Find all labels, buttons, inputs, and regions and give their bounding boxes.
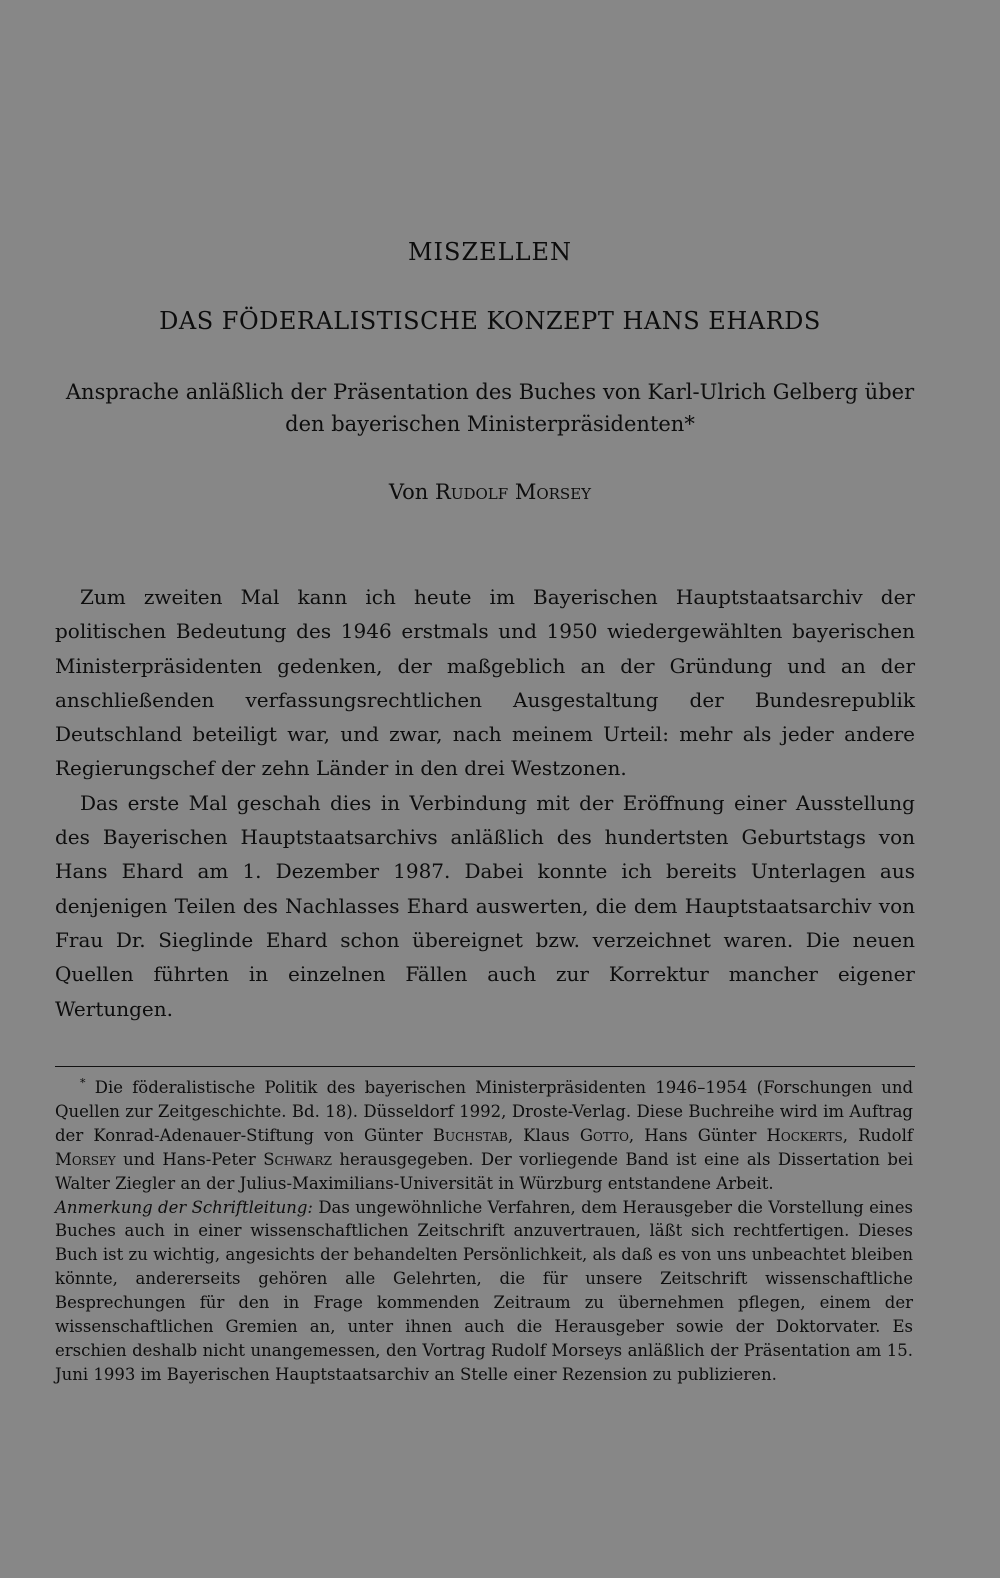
editor-name: Schwarz — [263, 1149, 332, 1169]
article-body — [55, 580, 915, 1026]
footnote-text: , Rudolf — [842, 1125, 913, 1145]
editorial-note-text: Das ungewöhnliche Verfahren, dem Herausgeber die Vorstellung eines Buches auch in einer wissenschaftlichen Zeitschrift anzuvertrauen, läßt sich rechtfertigen. Dieses Buch ist zu wichtig, angesichts der behandelten Persönlichkeit, als daß es von uns unbeachtet bleiben könnte, andererseits gehören alle Gelehrten, die für unsere Zeitschrift wissenschaftliche Besprechungen für den in Frage kommenden Zeitraum zu übernehmen pflegen, einem der wissenschaftlichen Gremien an, unter ihnen auch die Herausgeber sowie der Doktorvater. Es erschien deshalb nicht unangemessen, den Vortrag Rudolf Morseys anläßlich der Präsentation am 15. Juni 1993 im Bayerischen Hauptstaatsarchiv an Stelle einer Rezension zu publizieren. — [55, 1197, 913, 1384]
footnote-rule — [55, 1066, 915, 1067]
footnote-1 — [55, 1076, 913, 1196]
editor-name: Hockerts — [766, 1125, 843, 1145]
editor-name: Morsey — [55, 1149, 116, 1169]
article-subtitle: Ansprache anläßlich der Präsentation des Buches von Karl-Ulrich Gelberg über den bayerischen Ministerpräsidenten* — [65, 380, 915, 436]
article-title: DAS FÖDERALISTISCHE KONZEPT HANS EHARDS — [159, 307, 821, 335]
editor-name: Gotto — [579, 1125, 629, 1145]
footnote-text: Die föderalistische Politik des bayerischen Ministerpräsidenten 1946–1954 (Forschungen und Quellen zur Zeitgeschichte. Bd. 18). Düsseldorf 1992, Droste-Verlag. Diese Buchreihe wird im Auftrag der Konrad-Adenauer-Stiftung von Günter — [55, 1078, 914, 1145]
footnote-text: herausgegeben. Der vorliegende Band ist eine als Dissertation bei Walter Ziegler an der Julius-Maximilians-Universität in Würzburg entstandene Arbeit. — [55, 1149, 913, 1193]
footnote-marker: * — [80, 1076, 86, 1090]
editorial-note-label: Anmerkung der Schriftleitung: — [55, 1197, 313, 1217]
author-line — [0, 480, 980, 504]
body-paragraph: Zum zweiten Mal kann ich heute im Bayerischen Hauptstaatsarchiv der politischen Bedeutung des 1946 erstmals und 1950 wiedergewählten bayerischen Ministerpräsidenten gedenken, der maßgeblich an der Gründung und an der anschließenden verfassungsrechtlichen Ausgestaltung der Bundesrepublik Deutschland beteiligt war, und zwar, nach meinem Urteil: mehr als jeder andere Regierungschef der zehn Länder in den drei Westzonen. — [55, 585, 915, 781]
footnotes — [55, 1076, 913, 1387]
footnote-text: , Klaus — [507, 1125, 580, 1145]
footnote-text: und Hans-Peter — [115, 1149, 264, 1169]
body-paragraph: Das erste Mal geschah dies in Verbindung mit der Eröffnung einer Ausstellung des Bayerischen Hauptstaatsarchivs anläßlich des hundertsten Geburtstags von Hans Ehard am 1. Dezember 1987. Dabei konnte ich bereits Unterlagen aus denjenigen Teilen des Nachlasses Ehard auswerten, die dem Hauptstaatsarchiv von Frau Dr. Sieglinde Ehard schon übereignet bzw. verzeichnet waren. Die neuen Quellen führten in einzelnen Fällen auch zur Korrektur mancher eigener Wertungen. — [55, 790, 915, 1021]
section-heading: MISZELLEN — [407, 238, 573, 266]
footnote-text: , Hans Günter — [628, 1125, 767, 1145]
editor-name: Buchstab — [432, 1125, 508, 1145]
author-prefix: Von — [388, 480, 436, 504]
editorial-note — [55, 1196, 913, 1387]
author-name: Rudolf Morsey — [435, 480, 592, 504]
